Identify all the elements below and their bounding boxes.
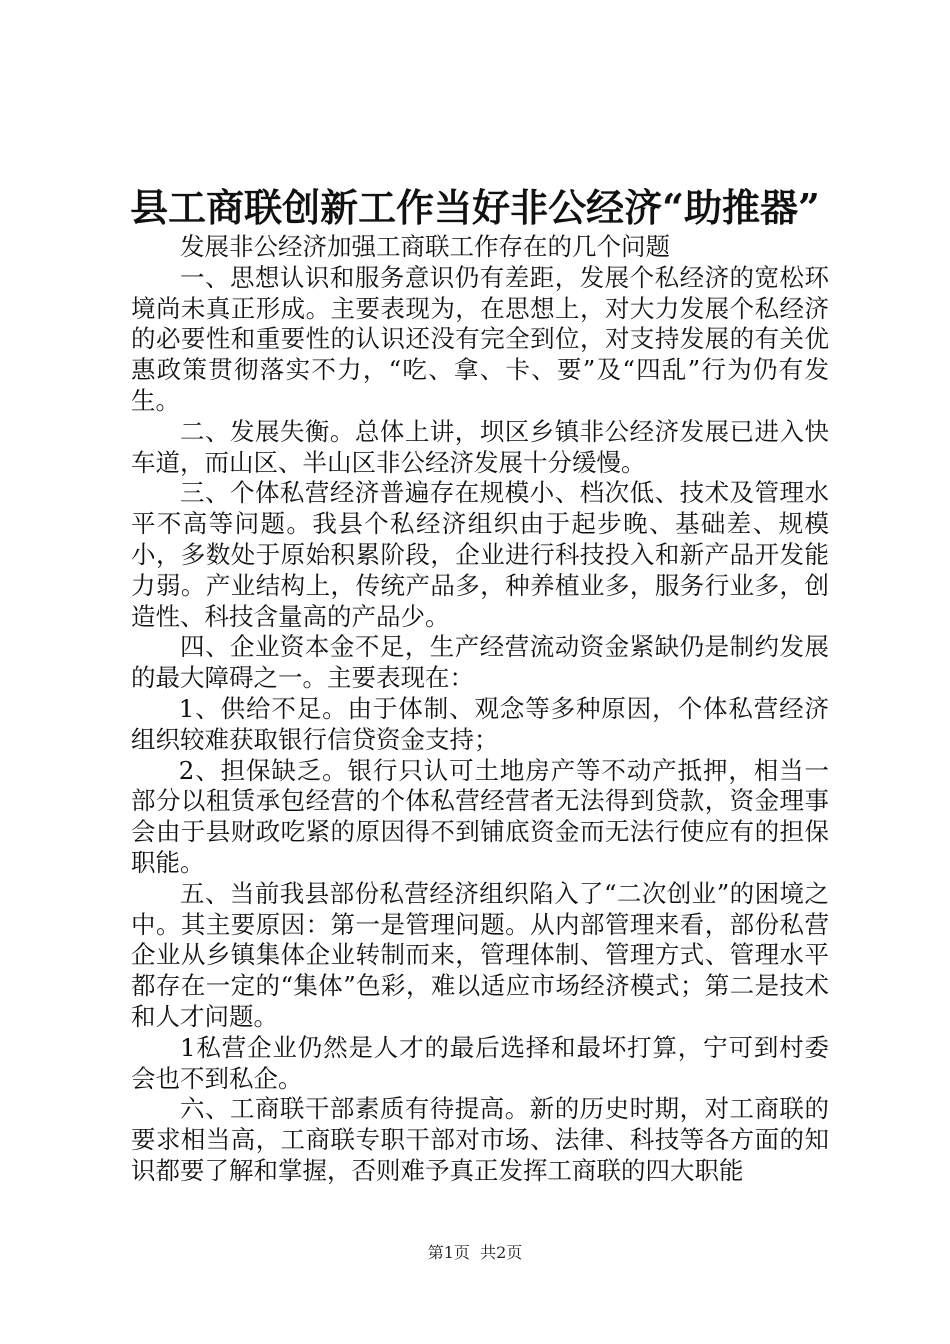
section-heading: 发展非公经济加强工商联工作存在的几个问题 — [180, 232, 670, 261]
paragraph-2: 二、发展失衡。总体上讲，坝区乡镇非公经济发展已进入快车道，而山区、半山区非公经济发展十分缓慢。 — [131, 416, 829, 477]
page-footer — [0, 1242, 950, 1264]
document-title: 县工商联创新工作当好非公经济“助推器” — [130, 185, 820, 230]
paragraph-4: 四、企业资本金不足，生产经营流动资金紧缺仍是制约发展的最大障碍之一。主要表现在： — [131, 632, 829, 693]
paragraph-3: 三、个体私营经济普遍存在规模小、档次低、技术及管理水平不高等问题。我县个私经济组织由于起步晚、基础差、规模小，多数处于原始积累阶段，企业进行科技投入和新产品开发能力弱。产业结构上，传统产品多，种养植业多，服务行业多，创造性、科技含量高的产品少。 — [131, 478, 829, 631]
page-total: 共2页 — [480, 1243, 523, 1262]
paragraph-6: 六、工商联干部素质有待提高。新的历史时期，对工商联的要求相当高，工商联专职干部对市场、法律、科技等各方面的知识都要了解和掌握，否则难予真正发挥工商联的四大职能 — [131, 1094, 829, 1185]
paragraph-4-item-1: 1、供给不足。由于体制、观念等多种原因，个体私营经济组织较难获取银行信贷资金支持； — [131, 693, 829, 754]
paragraph-1: 一、思想认识和服务意识仍有差距，发展个私经济的宽松环境尚未真正形成。主要表现为，在思想上，对大力发展个私经济的必要性和重要性的认识还没有完全到位，对支持发展的有关优惠政策贯彻落实不力，“吃、拿、卡、要”及“四乱”行为仍有发生。 — [131, 262, 829, 415]
paragraph-5: 五、当前我县部份私营经济组织陷入了“二次创业”的困境之中。其主要原因：第一是管理问题。从内部管理来看，部份私营企业从乡镇集体企业转制而来，管理体制、管理方式、管理水平都存在一定的“集体”色彩，难以适应市场经济模式；第二是技术和人才问题。 — [131, 878, 829, 1031]
document-body — [131, 232, 829, 1187]
page-number: 第1页 — [427, 1243, 470, 1262]
paragraph-4-item-2: 2、担保缺乏。银行只认可土地房产等不动产抵押，相当一部分以租赁承包经营的个体私营经营者无法得到贷款，资金理事会由于县财政吃紧的原因得不到铺底资金而无法行使应有的担保职能。 — [131, 755, 829, 877]
paragraph-5-item-1: 1私营企业仍然是人才的最后选择和最坏打算，宁可到村委会也不到私企。 — [131, 1032, 829, 1093]
